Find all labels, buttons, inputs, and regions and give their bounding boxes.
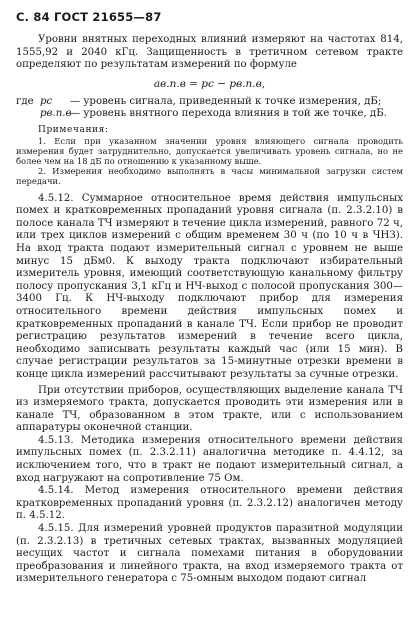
- legend-label: [16, 108, 40, 120]
- body-paragraph: 4.5.14. Метод измерения относительного времени действия кратковременных пропаданий уровня (п. 2.3.2.12) аналогичен методу п. 4.5.12.: [16, 485, 403, 522]
- legend-text: — уровень сигнала, приведенный к точке измерения, дБ;: [70, 95, 382, 107]
- formula: aв.п.в = pс − pв.п.в,: [153, 77, 266, 90]
- body-paragraph: 4.5.15. Для измерений уровней продуктов паразитной модуляции (п. 2.3.2.13) в третичных сетевых трактах, вызванных модуляцией несущих частот и сигнала помехами питания в оборудовании преобразования и линейного тракта, на вход измеряемого тракта от измерительного генератора с 75-омным выходом подают сигнал: [16, 523, 403, 585]
- legend-text: — уровень внятного перехода влияния в той же точке, дБ.: [70, 108, 387, 120]
- legend-row: [16, 96, 403, 108]
- legend-label: где: [16, 95, 34, 107]
- intro-paragraph: Уровни внятных переходных влияний измеряют на частотах 814, 1555,92 и 2040 кГц. Защищенность в третичном сетевом тракте определяют по результатам измерений по формуле: [16, 34, 403, 71]
- page-header: С. 84 ГОСТ 21655—87: [16, 10, 162, 24]
- formula-legend: [16, 96, 403, 121]
- legend-row: [16, 108, 403, 120]
- body-paragraph: 4.5.13. Методика измерения относительного времени действия импульсных помех (п. 2.3.2.11) аналогична методике п. 4.4.12, за исключением того, что в тракт не подают измерительный сигнал, а вход нагружают на сопротивление 75 Ом.: [16, 434, 403, 484]
- body-paragraph: 4.5.12. Суммарное относительное время действия импульсных помех и кратковременных пропаданий уровня сигнала (п. 2.3.2.10) в полосе канала ТЧ измеряют в течение цикла измерений, равного 72 ч, или трех циклов измерений с общим временем 30 ч (по 10 ч в ЧНЗ). На вход тракта подают измерительный сигнал с уровнем не выше минус 15 дБм0. К выходу тракта подключают избирательный измеритель уровня, имеющий соответствующую канальному фильтру полосу пропускания 3,1 кГц и НЧ-выход с полосой пропускания 300—3400 Гц. К НЧ-выходу подключают прибор для измерения относительного времени действия импульсных помех и кратковременных пропаданий в канале ТЧ. Если прибор не проводит регистрацию результатов измерений в течение всего цикла, необходимо записывать результаты каждый час (или 15 мин). В случае регистрации результатов за 15-минутные отрезки времени в конце цикла измерений рассчитывают результаты за сучные отрезки.: [16, 192, 403, 380]
- legend-symbol: pс: [40, 95, 53, 107]
- notes-title: Примечания:: [38, 124, 109, 135]
- body-paragraph: При отсутствии приборов, осуществляющих выделение канала ТЧ из измеряемого тракта, допускается проводить эти измерения или в канале ТЧ, образованном в этом тракте, или с использованием аппаратуры оконечной станции.: [16, 384, 403, 434]
- note-item: 2. Измерения необходимо выполнять в часы минимальной загрузки систем передачи.: [16, 166, 403, 187]
- legend-symbol: pв.п.в: [40, 108, 72, 120]
- note-item: 1. Если при указанном значении уровня влияющего сигнала проводить измерения будет затруднительно, допускается увеличивать уровень сигнала, но не более чем на 18 дБ по отношению к указанному выше.: [16, 135, 403, 166]
